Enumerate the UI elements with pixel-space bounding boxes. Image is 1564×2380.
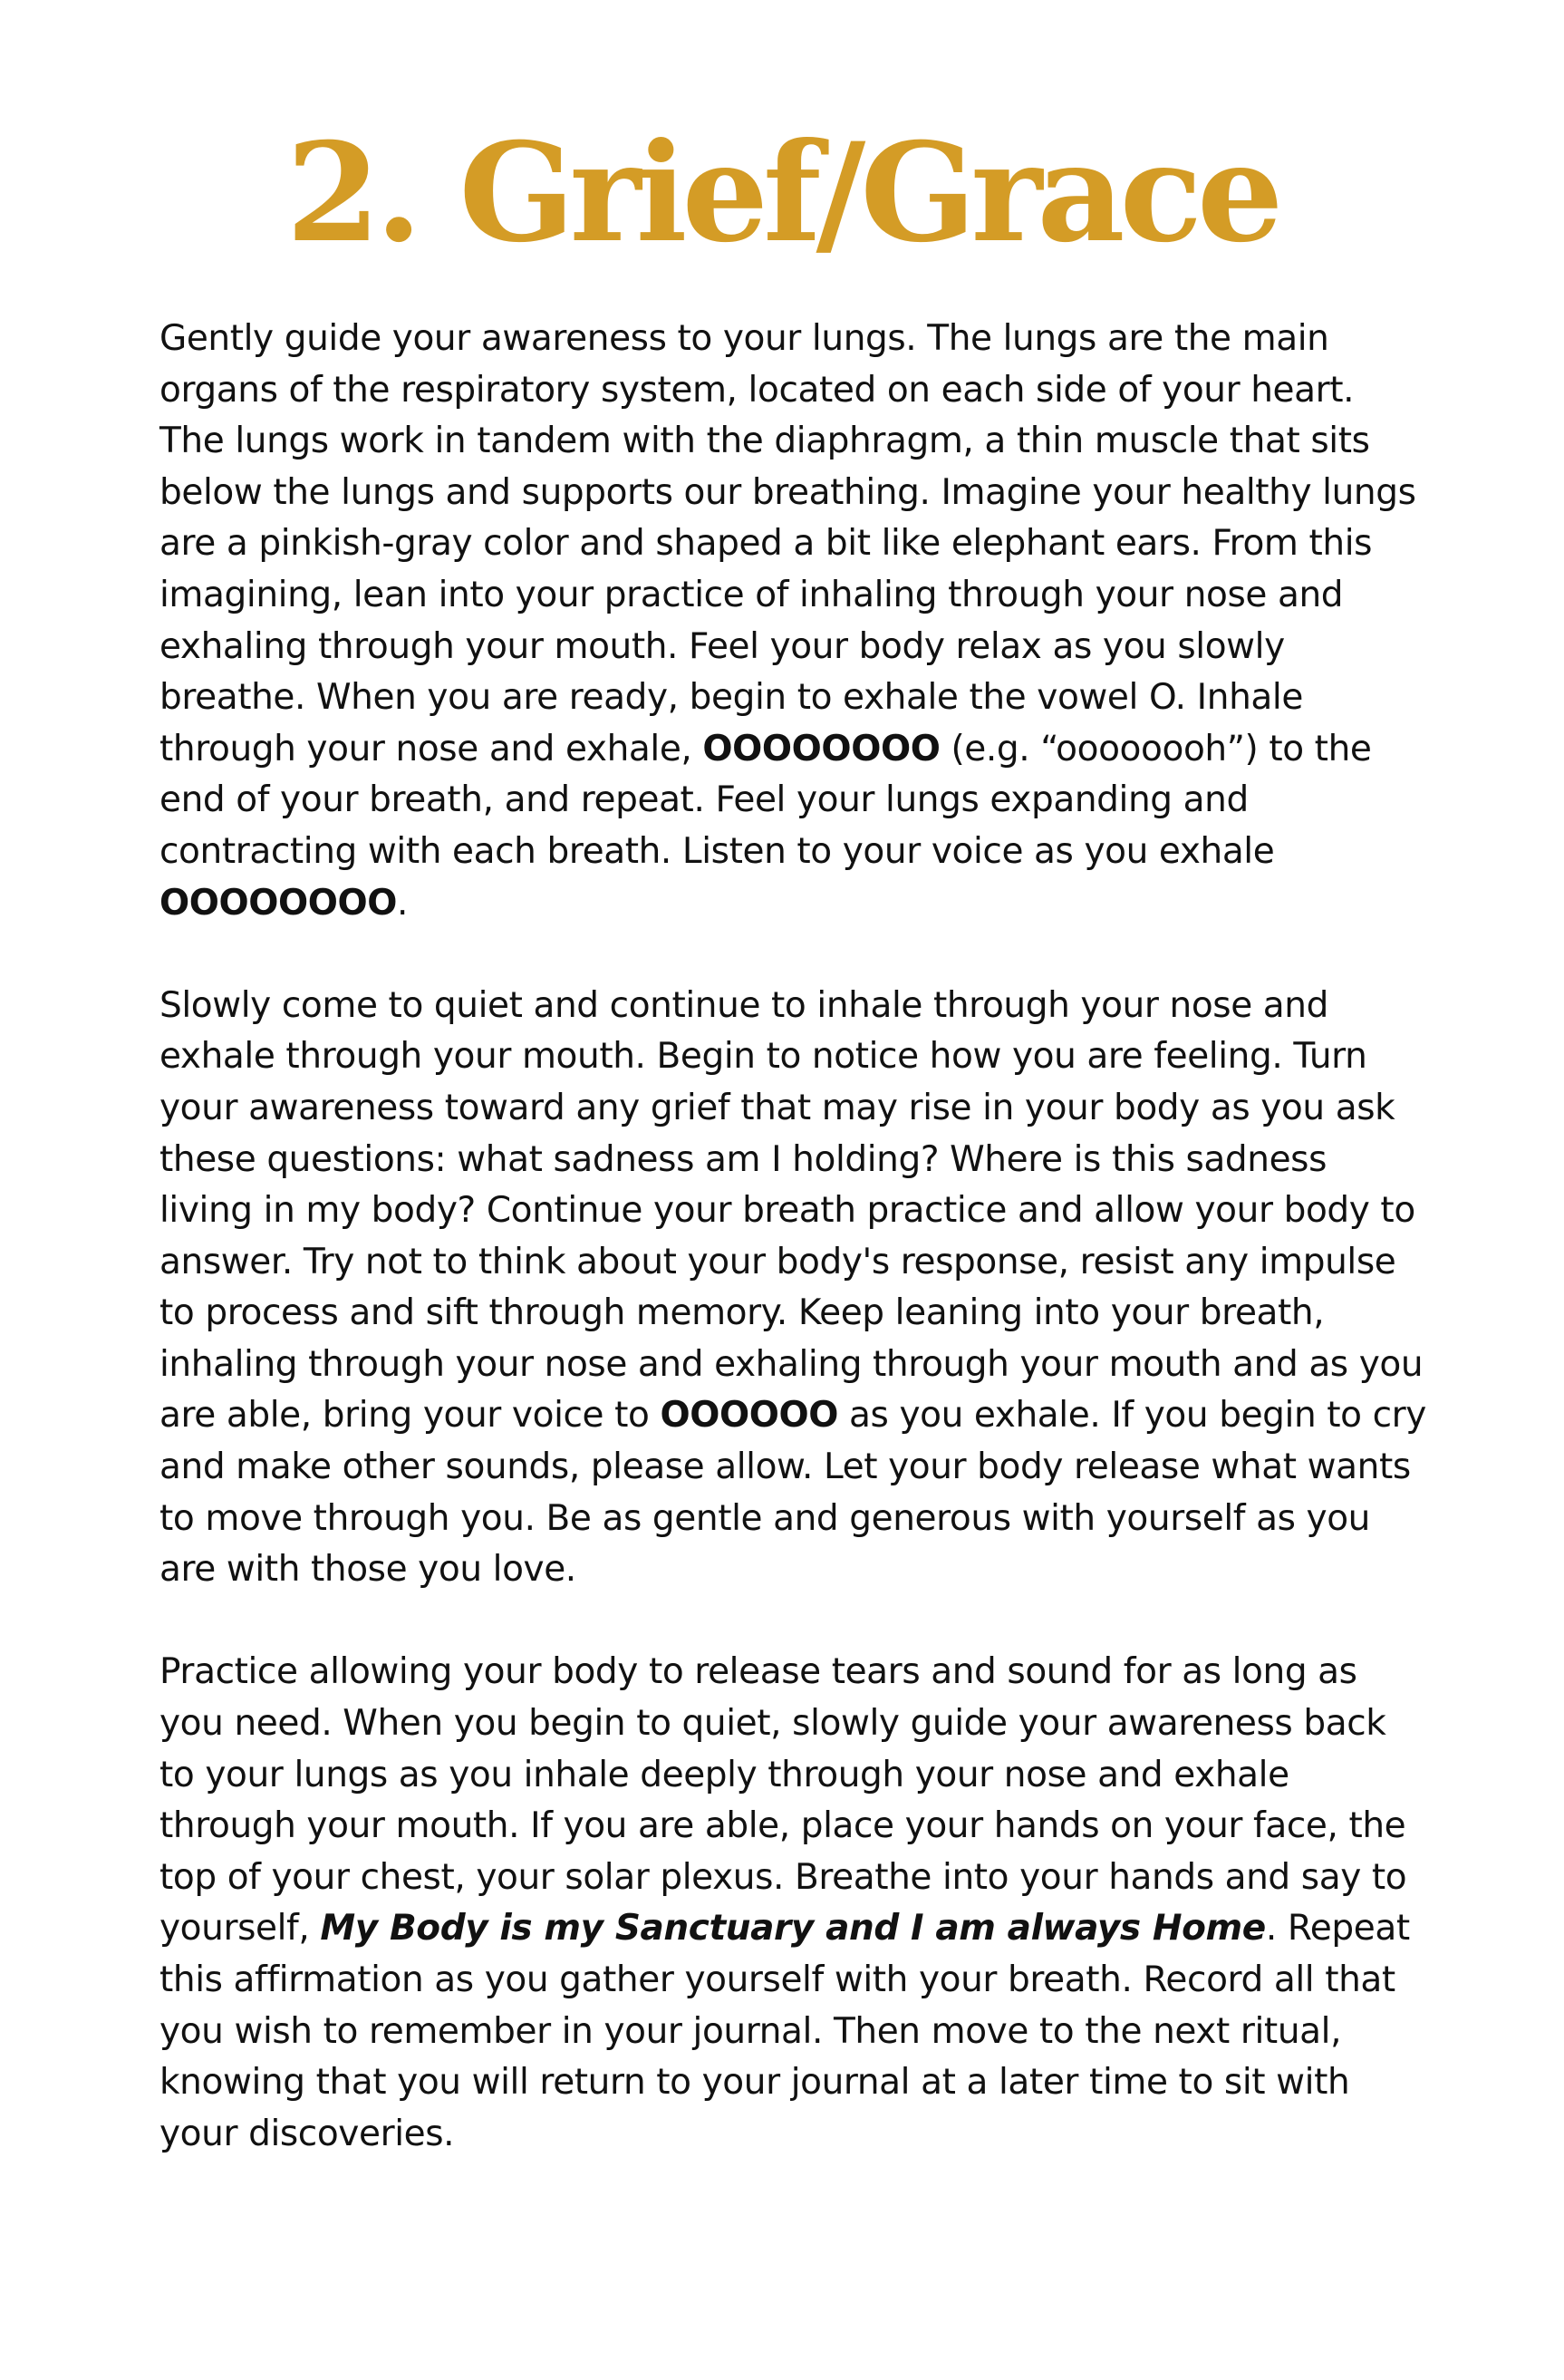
paragraph-1-text-a: Gently guide your awareness to your lungs. The lungs are the main organs of the respiratory system, located on each side of your heart. The lungs work in tandem with the diaphragm, a thin muscle that sits below the lungs and supports our breathing. Imagine your healthy lungs are a pinkish-gray color and shaped a bit like elephant ears. From this imagining, lean into your practice of inhaling through your nose and exhaling through your mouth. Feel your body relax as you slowly breathe. When you are ready, begin to exhale the vowel O. Inhale through your nose and exhale,	[159, 318, 1416, 769]
page-title: 2. Grief/Grace	[285, 113, 1279, 273]
paragraph-2-text-a: Slowly come to quiet and continue to inhale through your nose and exhale through your mouth. Begin to notice how you are feeling. Turn your awareness toward any grief that may rise in your body as you ask these questions: what sadness am I holding? Where is this sadness living in my body? Continue your breath practice and allow your body to answer. Try not to think about your body's response, resist any impulse to process and sift through memory. Keep leaning into your breath, inhaling through your nose and exhaling through your mouth and as you are able, bring your voice to	[159, 984, 1424, 1437]
affirmation-text: My Body is my Sanctuary and I am always Home	[320, 1908, 1266, 1949]
vowel-sound-bold-2: OOOOOOOO	[159, 882, 398, 924]
paragraph-1-text-c: (e.g. “oooooooh”) to the end of your breath, and repeat. Feel your lungs expanding and contracting with each breath. Listen to your voice as you exhale	[159, 728, 1372, 872]
body-text	[159, 314, 1428, 2160]
paragraph-3-text-a: Practice allowing your body to release tears and sound for as long as you need. When you begin to quiet, slowly guide your awareness back to your lungs as you inhale deeply through your nose and exhale through your mouth. If you are able, place your hands on your face, the top of your chest, your solar plexus. Breathe into your hands and say to yourself,	[159, 1651, 1407, 1949]
vowel-sound-bold-3: OOOOOO	[660, 1395, 839, 1437]
paragraph-1	[159, 314, 1428, 929]
paragraph-1-text-e: .	[397, 882, 409, 924]
paragraph-2-text-c: as you exhale. If you begin to cry and make other sounds, please allow. Let your body release what wants to move through you. Be as gentle and generous with yourself as you are with those you love.	[159, 1395, 1426, 1591]
vowel-sound-bold: OOOOOOOO	[702, 728, 941, 769]
paragraph-3-text-c: . Repeat this affirmation as you gather yourself with your breath. Record all that you wish to remember in your journal. Then move to the next ritual, knowing that you will return to your journal at a later time to sit with your discoveries.	[159, 1908, 1410, 2154]
paragraph-2	[159, 981, 1428, 1596]
paragraph-3	[159, 1647, 1428, 2160]
